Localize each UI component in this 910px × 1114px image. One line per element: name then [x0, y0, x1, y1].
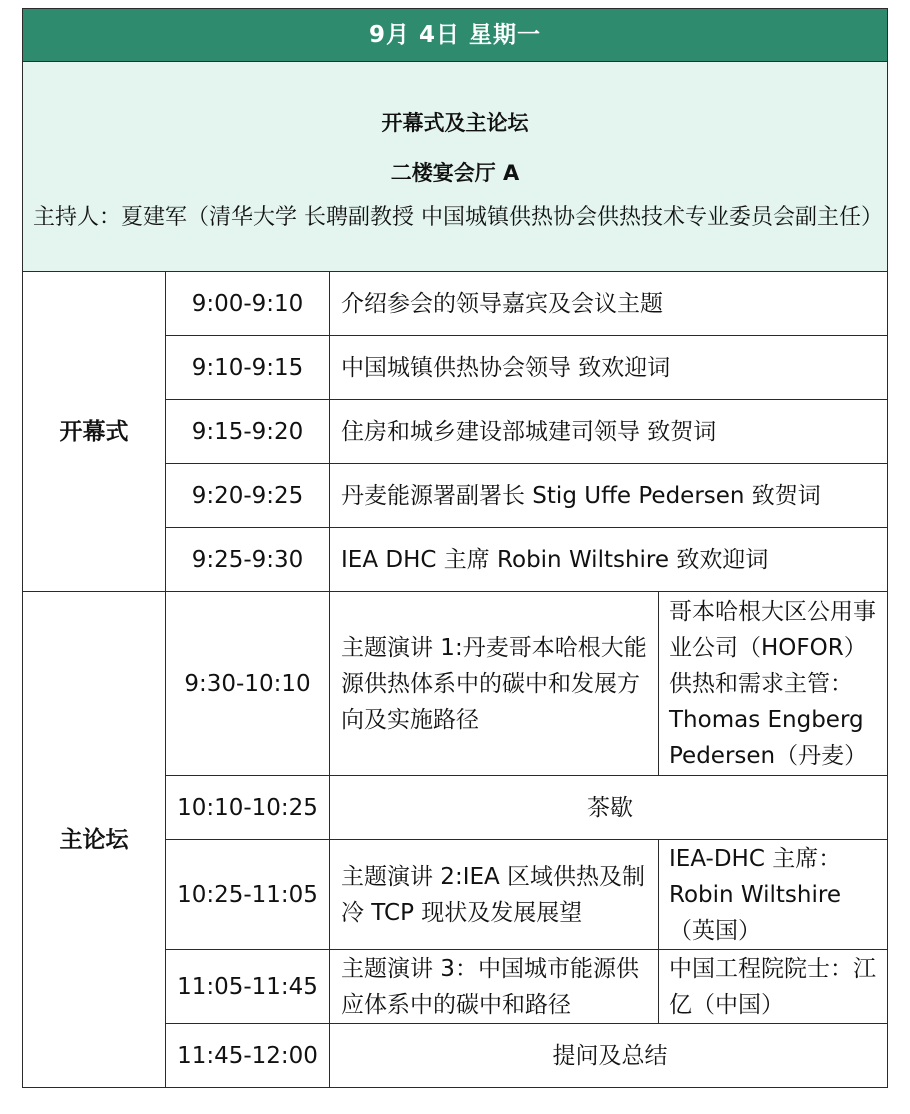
table-row — [23, 592, 888, 776]
time-cell: 10:10-10:25 — [166, 776, 330, 840]
date-header: 9月 4日 星期一 — [23, 9, 888, 62]
speaker-cell: 哥本哈根大区公用事业公司（HOFOR）供热和需求主管：Thomas Engberg Pedersen（丹麦） — [659, 592, 888, 776]
topic-cell: 主题演讲 2:IEA 区域供热及制冷 TCP 现状及发展展望 — [330, 840, 659, 950]
info-row — [23, 62, 888, 272]
time-cell: 11:05-11:45 — [166, 950, 330, 1024]
topic-cell: 主题演讲 1:丹麦哥本哈根大能源供热体系中的碳中和发展方向及实施路径 — [330, 592, 659, 776]
topic-cell: 主题演讲 3：中国城市能源供应体系中的碳中和路径 — [330, 950, 659, 1024]
speaker-cell: 中国工程院院士：江亿（中国） — [659, 950, 888, 1024]
time-cell: 9:25-9:30 — [166, 528, 330, 592]
topic-cell: 住房和城乡建设部城建司领导 致贺词 — [330, 400, 888, 464]
time-cell: 9:20-9:25 — [166, 464, 330, 528]
topic-cell: 介绍参会的领导嘉宾及会议主题 — [330, 272, 888, 336]
session-info — [23, 62, 888, 272]
time-cell: 9:30-10:10 — [166, 592, 330, 776]
session-title: 开幕式及主论坛 — [381, 110, 529, 135]
topic-cell: 茶歇 — [330, 776, 888, 840]
time-cell: 9:10-9:15 — [166, 336, 330, 400]
agenda-table — [22, 8, 888, 1088]
time-cell: 11:45-12:00 — [166, 1024, 330, 1088]
topic-cell: 提问及总结 — [330, 1024, 888, 1088]
topic-cell: 丹麦能源署副署长 Stig Uffe Pedersen 致贺词 — [330, 464, 888, 528]
session-label-opening: 开幕式 — [23, 272, 166, 592]
time-cell: 9:00-9:10 — [166, 272, 330, 336]
date-header-row — [23, 9, 888, 62]
session-label-forum: 主论坛 — [23, 592, 166, 1088]
topic-cell: 中国城镇供热协会领导 致欢迎词 — [330, 336, 888, 400]
topic-cell: IEA DHC 主席 Robin Wiltshire 致欢迎词 — [330, 528, 888, 592]
table-row — [23, 272, 888, 336]
speaker-cell: IEA-DHC 主席：Robin Wiltshire（英国） — [659, 840, 888, 950]
time-cell: 9:15-9:20 — [166, 400, 330, 464]
host: 主持人：夏建军（清华大学 长聘副教授 中国城镇供热协会供热技术专业委员会副主任） — [33, 204, 883, 230]
venue: 二楼宴会厅 A — [390, 160, 520, 185]
time-cell: 10:25-11:05 — [166, 840, 330, 950]
